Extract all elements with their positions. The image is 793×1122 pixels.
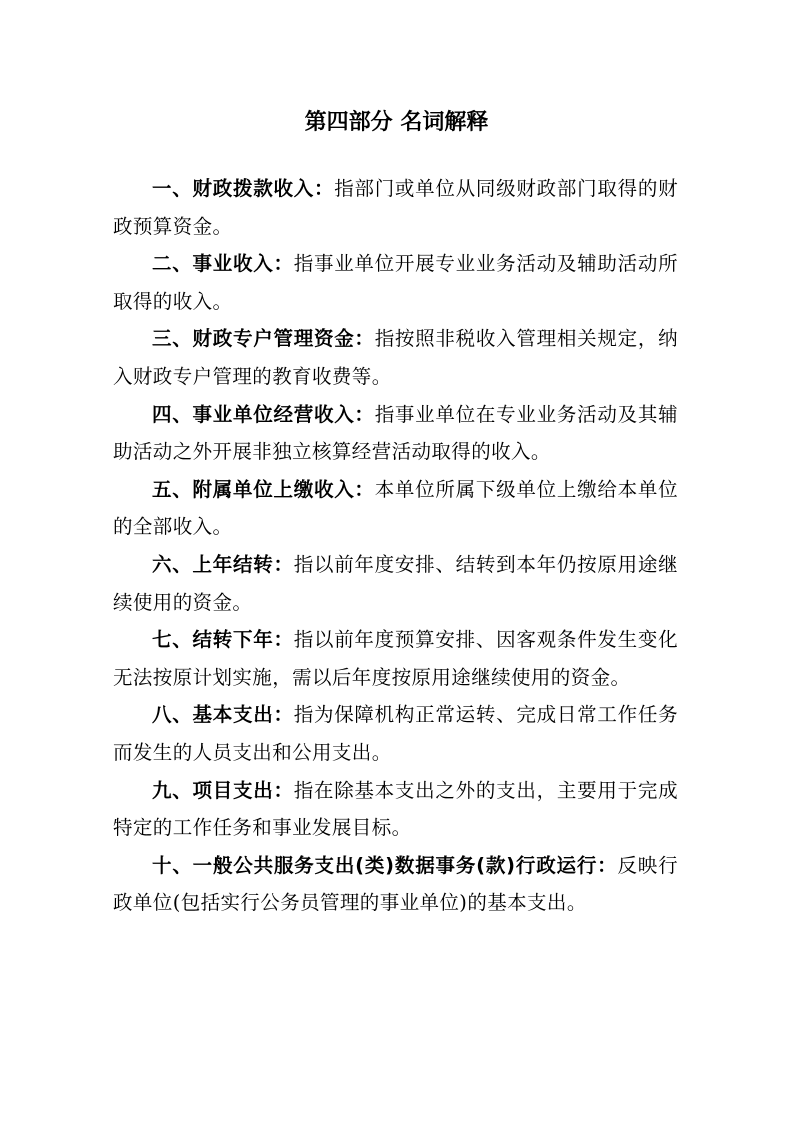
definition-term: 八、基本支出： <box>152 703 294 727</box>
definition-term: 五、附属单位上缴收入： <box>152 477 375 501</box>
definition-entry <box>113 546 678 621</box>
definition-text: 指事业单位在专业业务活动及其辅助活动之外开展非独立核算经营活动取得的收入。 <box>113 402 678 464</box>
definition-entry <box>113 847 678 922</box>
definition-text: 指事业单位开展专业业务活动及辅助活动所取得的收入。 <box>113 252 678 313</box>
definition-entry <box>113 396 678 471</box>
definition-text: 本单位所属下级单位上缴给本单位的全部收入。 <box>113 477 678 539</box>
definition-term: 一、财政拨款收入： <box>152 177 335 200</box>
definition-entry <box>113 245 678 320</box>
definition-text: 指部门或单位从同级财政部门取得的财政预算资金。 <box>113 177 678 238</box>
definition-term: 三、财政专户管理资金： <box>152 327 375 351</box>
definition-entry <box>113 471 678 546</box>
definition-text: 指为保障机构正常运转、完成日常工作任务而发生的人员支出和公用支出。 <box>113 703 678 764</box>
definition-entry <box>113 621 678 696</box>
definition-text: 指以前年度预算安排、因客观条件发生变化无法按原计划实施，需以后年度按原用途继续使用的资金。 <box>113 628 678 689</box>
definition-term: 七、结转下年： <box>152 628 294 652</box>
definition-entry <box>113 772 678 847</box>
definition-term: 十、一般公共服务支出(类)数据事务(款)行政运行： <box>152 853 618 877</box>
definition-text: 指以前年度安排、结转到本年仍按原用途继续使用的资金。 <box>113 552 678 614</box>
definition-term: 九、项目支出： <box>152 778 294 802</box>
page-title: 第四部分 名词解释 <box>304 110 489 135</box>
definition-term: 四、事业单位经营收入： <box>152 402 375 426</box>
definition-entry <box>113 170 678 245</box>
definition-entry <box>113 696 678 771</box>
definition-term: 六、上年结转： <box>152 552 294 576</box>
definition-entry <box>113 320 678 395</box>
definition-text: 指在除基本支出之外的支出，主要用于完成特定的工作任务和事业发展目标。 <box>113 778 678 840</box>
definitions-list <box>113 170 678 922</box>
definition-text: 指按照非税收入管理相关规定，纳入财政专户管理的教育收费等。 <box>113 327 678 388</box>
definition-term: 二、事业收入： <box>152 252 294 276</box>
definition-text: 反映行政单位(包括实行公务员管理的事业单位)的基本支出。 <box>113 853 678 915</box>
